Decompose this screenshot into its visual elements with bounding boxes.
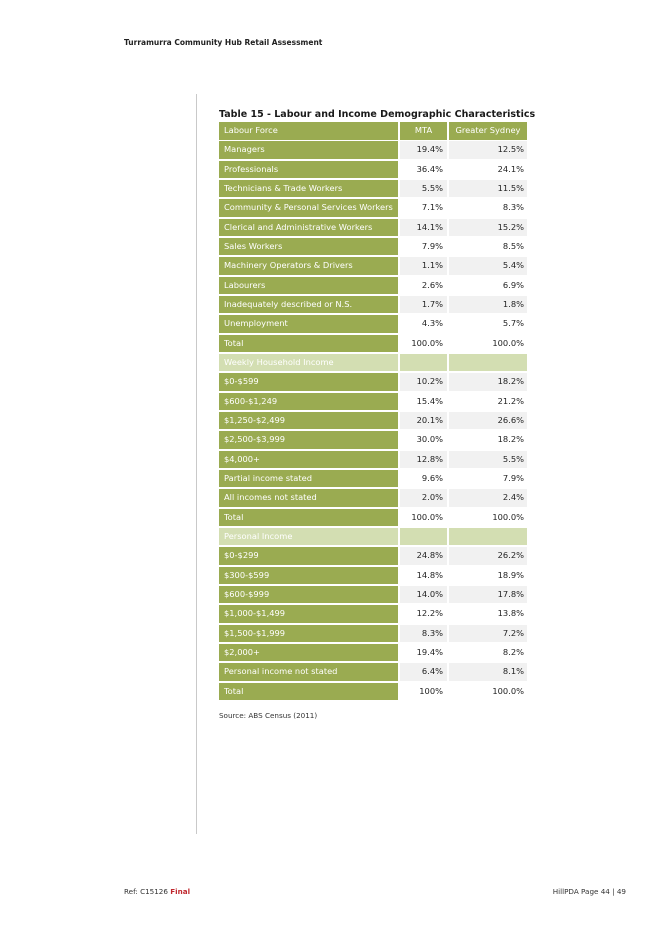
- row-label: $1,250-$2,499: [219, 412, 398, 430]
- greater-sydney-value: 24.1%: [449, 161, 527, 179]
- mta-value: 20.1%: [400, 412, 447, 430]
- greater-sydney-value: 26.2%: [449, 547, 527, 565]
- row-label: Personal income not stated: [219, 663, 398, 681]
- row-label: Weekly Household Income: [219, 354, 398, 372]
- mta-value: 36.4%: [400, 161, 447, 179]
- greater-sydney-value: 100.0%: [449, 335, 527, 353]
- row-label: $600-$999: [219, 586, 398, 604]
- mta-value: 12.8%: [400, 451, 447, 469]
- mta-value: 4.3%: [400, 315, 447, 333]
- mta-value: 9.6%: [400, 470, 447, 488]
- mta-value: 30.0%: [400, 431, 447, 449]
- row-label: $600-$1,249: [219, 393, 398, 411]
- row-label: $2,500-$3,999: [219, 431, 398, 449]
- greater-sydney-value: 6.9%: [449, 277, 527, 295]
- mta-value: 100.0%: [400, 509, 447, 527]
- greater-sydney-value: 18.2%: [449, 431, 527, 449]
- table-row: [219, 199, 527, 217]
- mta-value: [400, 354, 447, 372]
- mta-value: [400, 528, 447, 546]
- table-row: [219, 373, 527, 391]
- table-row: [219, 470, 527, 488]
- mta-value: 2.6%: [400, 277, 447, 295]
- greater-sydney-value: 8.2%: [449, 644, 527, 662]
- column-header-greater-sydney: Greater Sydney: [449, 122, 527, 140]
- mta-value: 14.1%: [400, 219, 447, 237]
- greater-sydney-value: 7.9%: [449, 470, 527, 488]
- document-header: Turramurra Community Hub Retail Assessment: [124, 38, 323, 47]
- greater-sydney-value: 8.5%: [449, 238, 527, 256]
- greater-sydney-value: 8.3%: [449, 199, 527, 217]
- greater-sydney-value: 1.8%: [449, 296, 527, 314]
- table-row: [219, 451, 527, 469]
- table-row: [219, 489, 527, 507]
- mta-value: 6.4%: [400, 663, 447, 681]
- table-row: [219, 315, 527, 333]
- table-row: [219, 219, 527, 237]
- table-row: [219, 663, 527, 681]
- mta-value: 10.2%: [400, 373, 447, 391]
- row-label: All incomes not stated: [219, 489, 398, 507]
- row-label: Partial income stated: [219, 470, 398, 488]
- row-label: $0-$299: [219, 547, 398, 565]
- greater-sydney-value: 13.8%: [449, 605, 527, 623]
- table-row: [219, 277, 527, 295]
- mta-value: 100.0%: [400, 335, 447, 353]
- row-label: Personal Income: [219, 528, 398, 546]
- demographics-table: [219, 122, 527, 702]
- row-label: Machinery Operators & Drivers: [219, 257, 398, 275]
- mta-value: 1.7%: [400, 296, 447, 314]
- greater-sydney-value: 100.0%: [449, 509, 527, 527]
- margin-rule: [196, 94, 197, 834]
- table-row: [219, 431, 527, 449]
- mta-value: 100%: [400, 683, 447, 701]
- mta-value: 14.0%: [400, 586, 447, 604]
- row-label: $4,000+: [219, 451, 398, 469]
- row-label: Sales Workers: [219, 238, 398, 256]
- greater-sydney-value: [449, 528, 527, 546]
- table-row: [219, 547, 527, 565]
- total-row: [219, 509, 527, 527]
- row-label: $1,000-$1,499: [219, 605, 398, 623]
- mta-value: 12.2%: [400, 605, 447, 623]
- greater-sydney-value: 21.2%: [449, 393, 527, 411]
- table-row: [219, 567, 527, 585]
- table-row: [219, 586, 527, 604]
- greater-sydney-value: 100.0%: [449, 683, 527, 701]
- mta-value: 7.9%: [400, 238, 447, 256]
- table-row: [219, 141, 527, 159]
- row-label: $2,000+: [219, 644, 398, 662]
- greater-sydney-value: 5.7%: [449, 315, 527, 333]
- table-row: [219, 257, 527, 275]
- table-row: [219, 238, 527, 256]
- section-header-row: [219, 528, 527, 546]
- row-label: Clerical and Administrative Workers: [219, 219, 398, 237]
- row-label: Technicians & Trade Workers: [219, 180, 398, 198]
- row-label: Community & Personal Services Workers: [219, 199, 398, 217]
- row-label: $300-$599: [219, 567, 398, 585]
- greater-sydney-value: 15.2%: [449, 219, 527, 237]
- table-header-row: [219, 122, 527, 140]
- mta-value: 2.0%: [400, 489, 447, 507]
- table-row: [219, 605, 527, 623]
- table-row: [219, 180, 527, 198]
- mta-value: 24.8%: [400, 547, 447, 565]
- greater-sydney-value: 26.6%: [449, 412, 527, 430]
- footer-ref-text: Ref: C15126: [124, 887, 171, 896]
- row-label: $0-$599: [219, 373, 398, 391]
- mta-value: 19.4%: [400, 141, 447, 159]
- table-row: [219, 393, 527, 411]
- row-label: Professionals: [219, 161, 398, 179]
- total-row: [219, 683, 527, 701]
- row-label: Total: [219, 509, 398, 527]
- section-header-row: [219, 354, 527, 372]
- mta-value: 8.3%: [400, 625, 447, 643]
- greater-sydney-value: 18.9%: [449, 567, 527, 585]
- row-label: Managers: [219, 141, 398, 159]
- total-row: [219, 335, 527, 353]
- column-header-mta: MTA: [400, 122, 447, 140]
- table-row: [219, 412, 527, 430]
- greater-sydney-value: 18.2%: [449, 373, 527, 391]
- row-label: Total: [219, 335, 398, 353]
- greater-sydney-value: 5.5%: [449, 451, 527, 469]
- footer-reference: [124, 887, 190, 896]
- row-label: Labourers: [219, 277, 398, 295]
- row-label: $1,500-$1,999: [219, 625, 398, 643]
- greater-sydney-value: 11.5%: [449, 180, 527, 198]
- mta-value: 5.5%: [400, 180, 447, 198]
- mta-value: 1.1%: [400, 257, 447, 275]
- row-label: Total: [219, 683, 398, 701]
- greater-sydney-value: 8.1%: [449, 663, 527, 681]
- greater-sydney-value: 2.4%: [449, 489, 527, 507]
- table-row: [219, 625, 527, 643]
- mta-value: 14.8%: [400, 567, 447, 585]
- table-title: Table 15 - Labour and Income Demographic Characteristics: [219, 109, 536, 120]
- greater-sydney-value: 12.5%: [449, 141, 527, 159]
- footer-ref-status: Final: [170, 887, 191, 896]
- footer-page-number: HillPDA Page 44 | 49: [552, 887, 626, 896]
- table-row: [219, 161, 527, 179]
- row-label: Inadequately described or N.S.: [219, 296, 398, 314]
- column-header-labour-force: Labour Force: [219, 122, 398, 140]
- table-row: [219, 644, 527, 662]
- row-label: Unemployment: [219, 315, 398, 333]
- mta-value: 7.1%: [400, 199, 447, 217]
- table-row: [219, 296, 527, 314]
- greater-sydney-value: 5.4%: [449, 257, 527, 275]
- greater-sydney-value: 17.8%: [449, 586, 527, 604]
- mta-value: 15.4%: [400, 393, 447, 411]
- mta-value: 19.4%: [400, 644, 447, 662]
- source-note: Source: ABS Census (2011): [219, 711, 318, 720]
- greater-sydney-value: 7.2%: [449, 625, 527, 643]
- greater-sydney-value: [449, 354, 527, 372]
